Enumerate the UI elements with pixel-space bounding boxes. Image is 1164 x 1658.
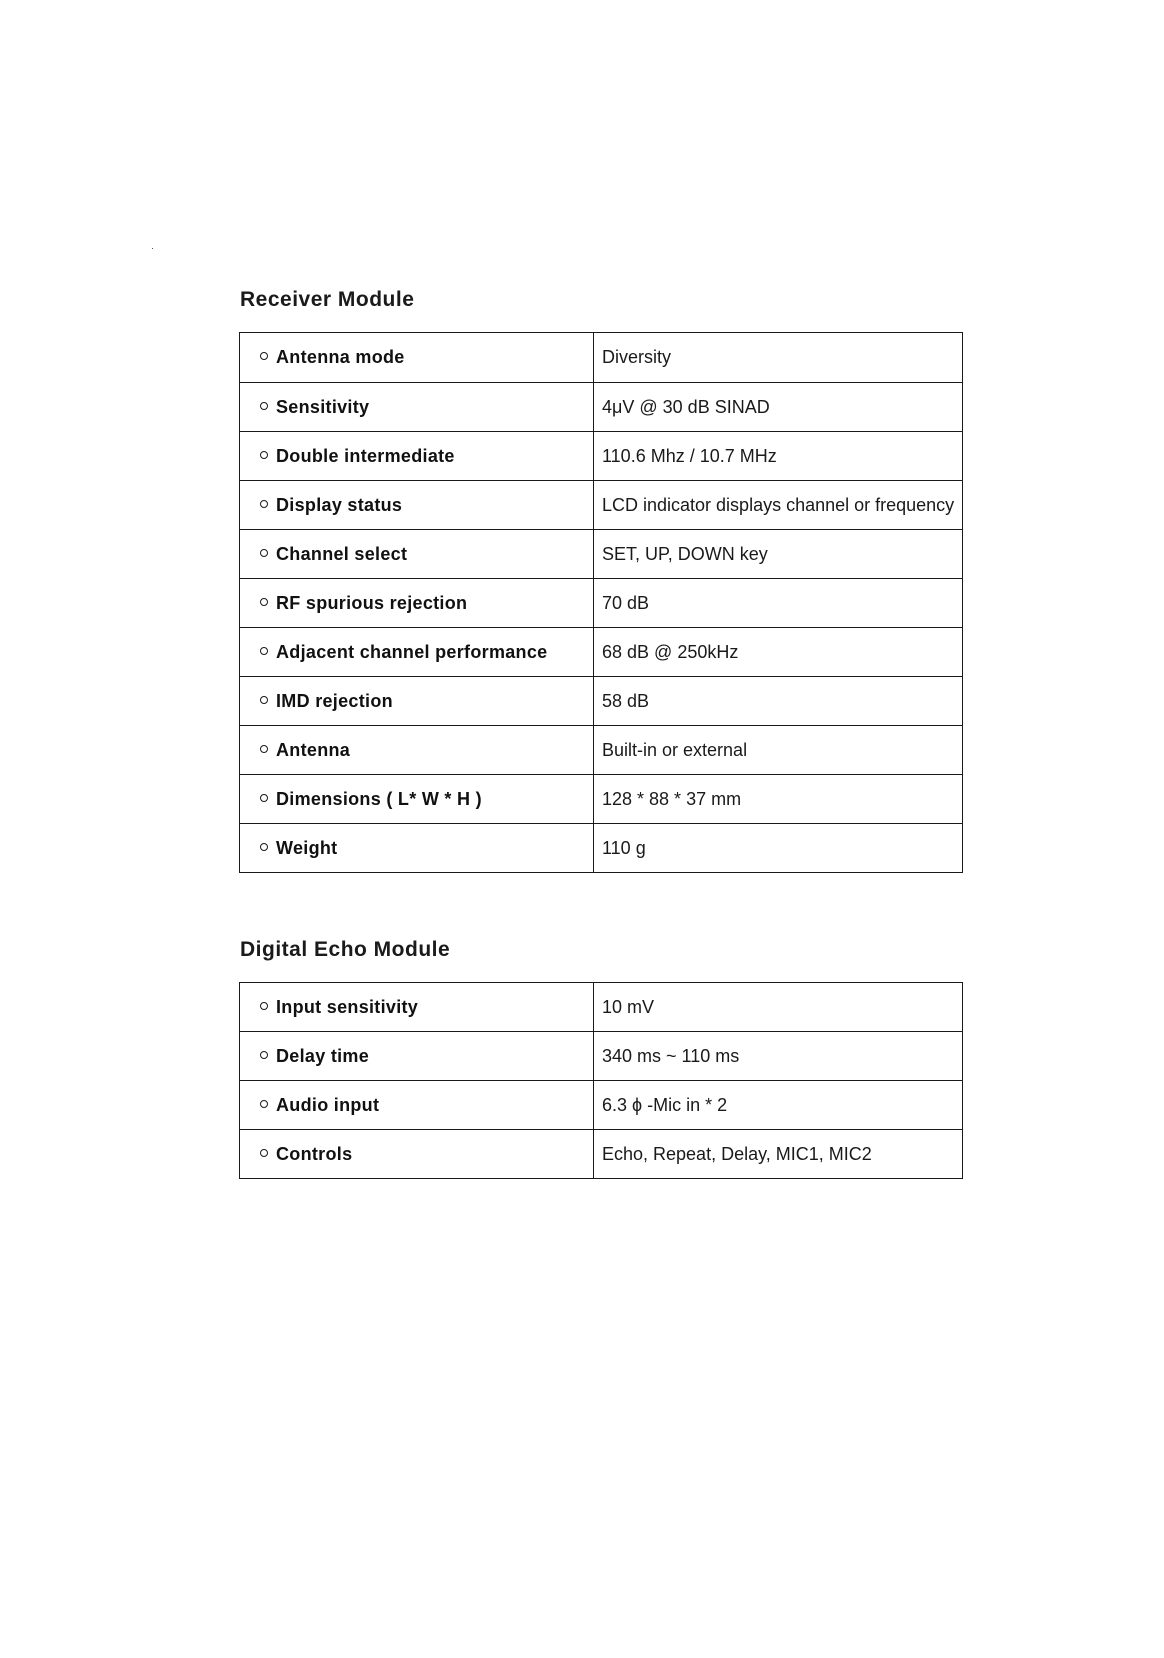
- bullet-icon: [260, 451, 268, 459]
- spec-value: 10 mV: [594, 983, 963, 1032]
- spec-value: 4μV @ 30 dB SINAD: [594, 383, 963, 432]
- spec-label: [240, 383, 594, 432]
- spec-label: [240, 481, 594, 530]
- spec-label: [240, 1130, 594, 1179]
- spec-label-text: Weight: [276, 837, 338, 858]
- bullet-icon: [260, 352, 268, 360]
- receiver-spec-table: [239, 332, 963, 873]
- spec-label-text: Dimensions ( L* W * H ): [276, 788, 482, 809]
- spec-label-text: Antenna mode: [276, 347, 405, 367]
- spec-label: [240, 1081, 594, 1130]
- spec-value: Diversity: [594, 333, 963, 383]
- spec-value: Built-in or external: [594, 726, 963, 775]
- spec-label-text: Audio input: [276, 1094, 380, 1115]
- spec-label-text: Channel select: [276, 543, 408, 564]
- bullet-icon: [260, 843, 268, 851]
- table-row: [240, 1032, 963, 1081]
- spec-value: 110.6 Mhz / 10.7 MHz: [594, 432, 963, 481]
- spec-value: 58 dB: [594, 677, 963, 726]
- spec-label-text: Antenna: [276, 739, 351, 760]
- bullet-icon: [260, 549, 268, 557]
- table-row: [240, 383, 963, 432]
- spec-value: 6.3 ϕ -Mic in * 2: [594, 1081, 963, 1130]
- spec-label: [240, 628, 594, 677]
- bullet-icon: [260, 402, 268, 410]
- table-row: [240, 824, 963, 873]
- table-row: [240, 983, 963, 1032]
- spec-label: [240, 775, 594, 824]
- spec-label: [240, 726, 594, 775]
- spec-label: [240, 1032, 594, 1081]
- spec-value: 70 dB: [594, 579, 963, 628]
- bullet-icon: [260, 1002, 268, 1010]
- spec-label-text: Display status: [276, 494, 403, 515]
- table-row: [240, 775, 963, 824]
- spec-label: [240, 983, 594, 1032]
- table-row: [240, 579, 963, 628]
- spec-value: Echo, Repeat, Delay, MIC1, MIC2: [594, 1130, 963, 1179]
- scan-speck: [152, 248, 153, 249]
- spec-label-text: Controls: [276, 1143, 353, 1164]
- spec-label-text: Delay time: [276, 1045, 370, 1066]
- spec-label: [240, 530, 594, 579]
- table-row: [240, 1081, 963, 1130]
- spec-value: LCD indicator displays channel or frequency: [594, 481, 963, 530]
- spec-value: 110 g: [594, 824, 963, 873]
- spec-label: [240, 677, 594, 726]
- table-row: [240, 432, 963, 481]
- receiver-module-title: Receiver Module: [240, 288, 415, 311]
- spec-value: 340 ms ~ 110 ms: [594, 1032, 963, 1081]
- table-row: [240, 530, 963, 579]
- spec-label: [240, 432, 594, 481]
- spec-label: [240, 333, 594, 383]
- spec-value: SET, UP, DOWN key: [594, 530, 963, 579]
- table-row: [240, 726, 963, 775]
- spec-label-text: RF spurious rejection: [276, 592, 468, 613]
- spec-label: [240, 579, 594, 628]
- bullet-icon: [260, 1051, 268, 1059]
- spec-value: 128 * 88 * 37 mm: [594, 775, 963, 824]
- bullet-icon: [260, 500, 268, 508]
- bullet-icon: [260, 745, 268, 753]
- digital-echo-spec-table: [239, 982, 963, 1179]
- digital-echo-module-title: Digital Echo Module: [240, 938, 451, 961]
- bullet-icon: [260, 647, 268, 655]
- table-row: [240, 677, 963, 726]
- spec-label: [240, 824, 594, 873]
- bullet-icon: [260, 696, 268, 704]
- spec-label-text: Sensitivity: [276, 396, 370, 417]
- table-row: [240, 481, 963, 530]
- table-row: [240, 333, 963, 383]
- bullet-icon: [260, 1149, 268, 1157]
- spec-label-text: IMD rejection: [276, 690, 393, 711]
- bullet-icon: [260, 1100, 268, 1108]
- spec-label-text: Adjacent channel performance: [276, 641, 548, 662]
- bullet-icon: [260, 598, 268, 606]
- spec-label-text: Double intermediate: [276, 445, 455, 466]
- spec-label-text: Input sensitivity: [276, 996, 419, 1017]
- table-row: [240, 1130, 963, 1179]
- table-row: [240, 628, 963, 677]
- bullet-icon: [260, 794, 268, 802]
- spec-value: 68 dB @ 250kHz: [594, 628, 963, 677]
